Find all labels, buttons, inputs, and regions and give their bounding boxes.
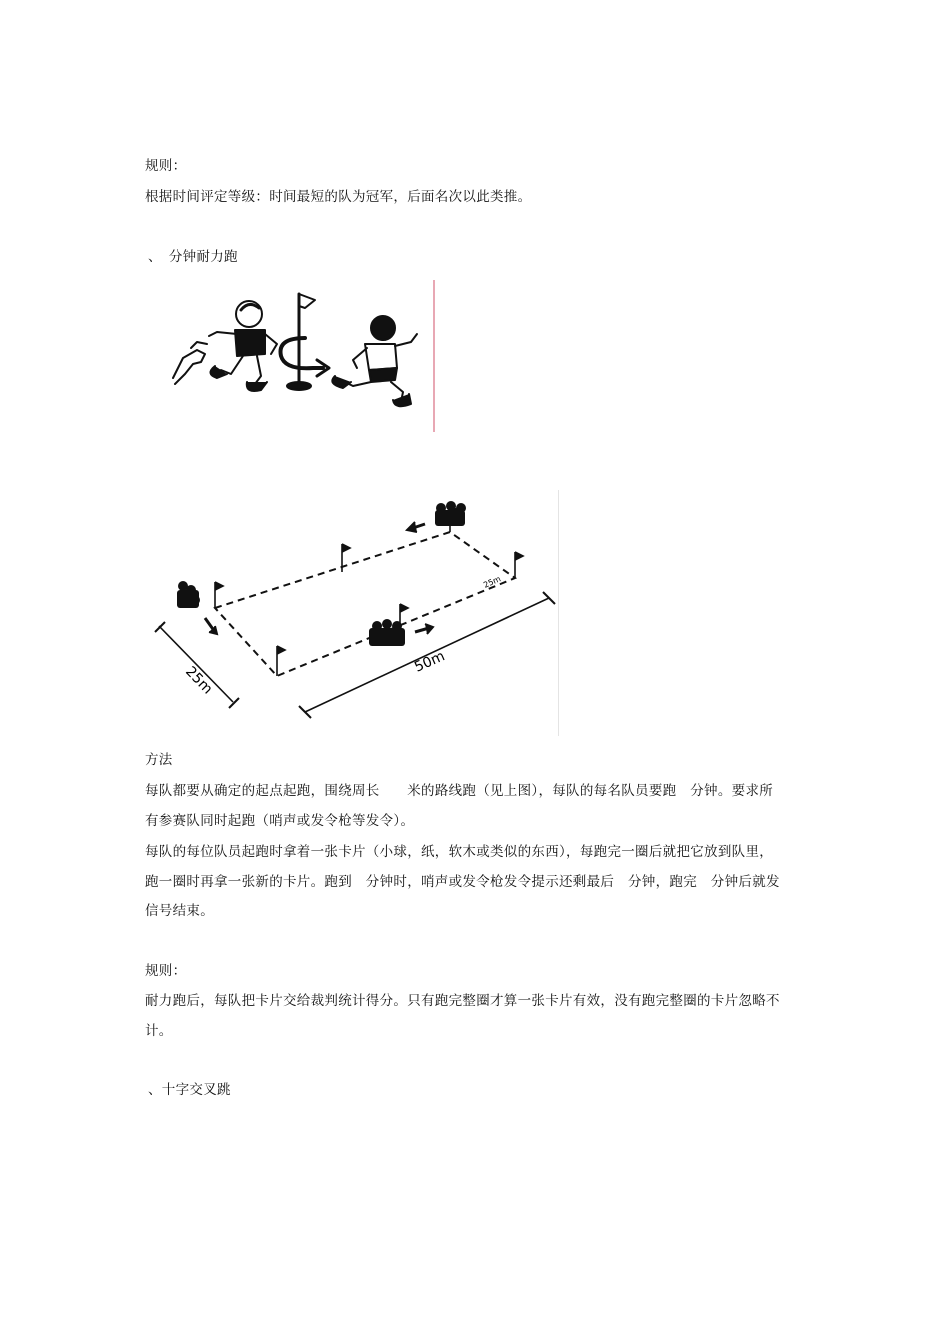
length-label: 50m <box>412 648 448 676</box>
figure-divider <box>433 280 435 432</box>
figure-edge <box>558 490 559 736</box>
width-label: 25m <box>182 663 216 698</box>
method-line-4: 跑一圈时再拿一张新的卡片。跑到 分钟时，哨声或发令枪发令提示还剩最后 分钟，跑完 分钟后就发 <box>145 874 780 890</box>
method-heading: 方法 <box>145 752 173 768</box>
rules-line-2: 计。 <box>145 1023 173 1039</box>
method-line-2: 有参赛队同时起跑（哨声或发令枪等发令）。 <box>145 813 415 829</box>
method-line-3: 每队的每位队员起跑时拿着一张卡片（小球，纸，软木或类似的东西），每跑完一圈后就把它放到队里， <box>145 844 774 860</box>
method-line-1: 每队都要从确定的起点起跑，围绕周长 米的路线跑（见上图），每队的每名队员要跑 分钟。要求所 <box>145 783 774 799</box>
running-course-diagram <box>145 486 565 736</box>
rules-heading-1: 规则： <box>145 158 187 174</box>
rules-heading-2: 规则： <box>145 963 187 979</box>
rules-text-1: 根据时间评定等级：时间最短的队为冠军，后面名次以此类推。 <box>145 189 532 205</box>
section-heading-cross-jump: 、十字交叉跳 <box>148 1082 231 1098</box>
method-line-5: 信号结束。 <box>145 903 214 919</box>
section-heading-endurance-run: 、 分钟耐力跑 <box>148 249 238 265</box>
corner-label: 25m <box>482 574 503 590</box>
relay-illustration <box>165 278 445 436</box>
rules-line-1: 耐力跑后，每队把卡片交给裁判统计得分。只有跑完整圈才算一张卡片有效，没有跑完整圈的卡片忽略不 <box>145 993 780 1009</box>
